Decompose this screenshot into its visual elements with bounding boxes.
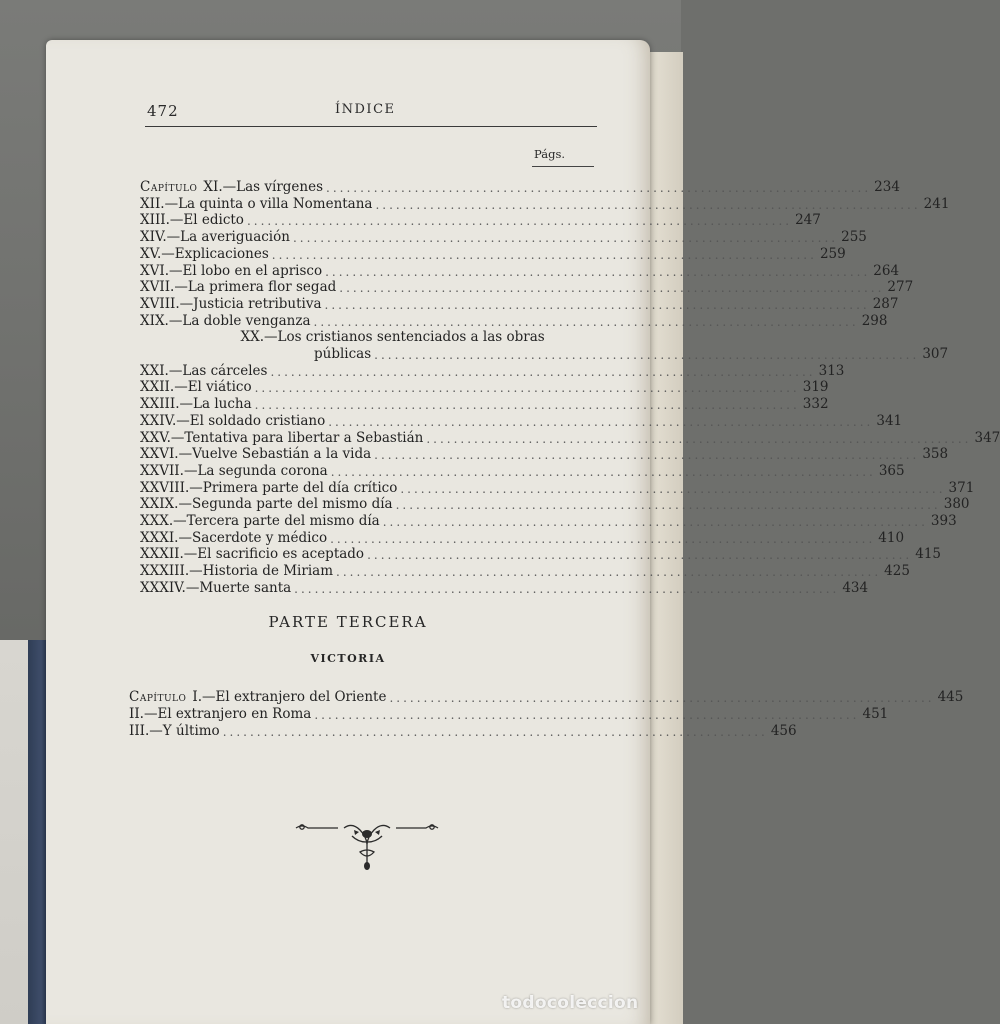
chapter-number: XXII. (140, 379, 175, 396)
page-ref: 341 (876, 412, 903, 429)
book-page (46, 40, 1000, 1024)
dot-leader: ................................................................................ (382, 515, 928, 529)
chapter-prefix: Capítulo (129, 689, 187, 705)
chapter-number: XVII. (140, 279, 175, 296)
page-ref: 393 (930, 513, 957, 529)
chapter-title: Tercera parte del mismo día (186, 513, 380, 529)
chapter-title: El soldado cristiano (189, 412, 326, 429)
dot-leader: ................................................................................ (314, 708, 860, 722)
toc-entry (140, 312, 888, 329)
chapter-title: La primera flor segad (187, 279, 337, 296)
toc-entry-continuation (314, 346, 949, 363)
page-ref: 319 (802, 379, 829, 396)
page-ref: 445 (937, 689, 964, 705)
page-ref: 247 (795, 212, 821, 229)
dot-leader: ................................................................................ (330, 531, 876, 546)
chapter-number: XXXII. (140, 546, 184, 563)
page-ref: 415 (915, 546, 942, 563)
toc-entry (140, 212, 821, 229)
chapter-dash: — (169, 212, 184, 229)
chapter-number: I. (192, 689, 203, 705)
toc-entry (129, 689, 964, 705)
chapter-dash: — (178, 446, 193, 463)
toc-entry (140, 329, 599, 345)
page-ref: 456 (770, 723, 797, 739)
chapter-dash: — (168, 312, 183, 329)
toc-entry (140, 279, 914, 296)
chapter-title: Sacerdote y médico (191, 529, 328, 546)
chapter-title: El lobo en el aprisco (182, 262, 323, 279)
dot-leader: ................................................................................ (294, 581, 840, 596)
chapter-number: XXV. (140, 429, 171, 446)
watermark-logo: todocoleccion (502, 993, 639, 1013)
chapter-title: El edicto (183, 212, 244, 229)
page-ref: 425 (884, 563, 910, 580)
dot-leader: ................................................................................ (313, 314, 859, 329)
chapter-dash: — (173, 513, 187, 529)
chapter-number: XI. (203, 179, 223, 195)
chapter-number: III. (129, 723, 150, 739)
dot-leader: ................................................................................ (389, 691, 935, 705)
dot-leader: ................................................................................ (325, 264, 871, 279)
chapter-number: XXXI. (140, 529, 179, 546)
chapter-dash: — (170, 429, 185, 446)
toc-entry (140, 195, 950, 212)
chapter-dash: — (178, 529, 192, 546)
chapter-dash: — (166, 229, 181, 246)
page-ref: 371 (948, 479, 975, 496)
page-ref: 287 (872, 295, 899, 312)
dot-leader: ................................................................................ (326, 181, 872, 195)
page-ref: 434 (842, 579, 869, 596)
ornament-icon (292, 820, 442, 872)
chapter-dash: — (176, 412, 190, 429)
chapter-dash: — (179, 396, 194, 413)
toc-entry (140, 229, 867, 246)
chapter-number: XXI. (140, 362, 169, 379)
toc-entry (140, 546, 942, 563)
dot-leader: ................................................................................ (374, 448, 920, 463)
chapter-title: La averiguación (180, 229, 290, 246)
chapter-title: La lucha (193, 396, 252, 413)
page-ref: 255 (841, 229, 867, 246)
chapter-title: Historia de Miriam (202, 563, 333, 580)
chapter-number: XXXIII. (140, 563, 190, 580)
chapter-number: XV. (140, 245, 162, 262)
chapter-number: XIX. (140, 312, 169, 329)
dot-leader: ................................................................................ (271, 247, 817, 262)
chapter-dash: — (185, 579, 200, 596)
chapter-title: El extranjero en Roma (157, 706, 312, 722)
chapter-number: XXX. (140, 513, 174, 529)
page-ref: 264 (873, 262, 900, 279)
chapter-dash: — (149, 723, 163, 739)
dot-leader: ................................................................................ (324, 297, 870, 312)
pags-label: Págs. (534, 147, 565, 161)
toc-entry (140, 479, 975, 496)
chapter-title: La quinta o villa Nomentana (178, 195, 373, 212)
dot-leader: ................................................................................ (222, 725, 768, 739)
chapter-number: XX. (240, 329, 264, 346)
page-ref: 298 (861, 312, 888, 329)
toc-entry (140, 563, 910, 580)
chapter-title: El sacrificio es aceptado (197, 546, 365, 563)
toc-entry (140, 179, 900, 195)
toc-entry (140, 245, 846, 262)
dot-leader: ................................................................................ (400, 481, 946, 496)
page-ref: 277 (887, 279, 914, 296)
chapter-prefix: Capítulo (140, 179, 198, 195)
part-heading: PARTE TERCERA (268, 613, 428, 631)
chapter-dash: — (222, 179, 237, 195)
chapter-number: XVIII. (140, 295, 180, 312)
page-ref: 234 (874, 179, 900, 195)
part-subheading: VICTORIA (310, 652, 386, 665)
page-ref: 347 (974, 429, 1000, 446)
chapter-dash: — (168, 262, 183, 279)
dot-leader: ................................................................................ (328, 414, 874, 429)
dot-leader: ................................................................................ (330, 464, 876, 479)
dot-leader: ................................................................................ (292, 231, 839, 246)
page-ref: 365 (878, 462, 905, 479)
chapter-number: XIII. (140, 212, 170, 229)
chapter-title: El viático (187, 379, 252, 396)
chapter-number: XXVIII. (140, 479, 190, 496)
chapter-dash: — (264, 329, 278, 346)
toc-entry (140, 379, 829, 396)
toc-entry (140, 396, 829, 413)
chapter-title-continued: públicas (314, 346, 372, 363)
chapter-dash: — (178, 496, 192, 513)
dot-leader: ................................................................................ (367, 548, 913, 563)
chapter-number: XXIII. (140, 396, 180, 413)
chapter-title: La doble venganza (182, 312, 311, 329)
dot-leader: ................................................................................ (375, 197, 921, 212)
chapter-title: Y último (162, 723, 220, 739)
toc-entry (129, 723, 797, 739)
chapter-dash: — (183, 546, 198, 563)
dot-leader: ................................................................................ (339, 281, 885, 296)
chapter-dash: — (143, 706, 158, 722)
page-ref: 307 (922, 346, 949, 363)
dot-leader: ................................................................................ (254, 398, 800, 413)
toc-entry (140, 262, 900, 279)
chapter-title: Las vírgenes (236, 179, 324, 195)
chapter-number: XIV. (140, 229, 167, 246)
chapter-title: Las cárceles (182, 362, 268, 379)
page-ref: 358 (922, 446, 949, 463)
chapter-dash: — (164, 195, 179, 212)
chapter-number: XVI. (140, 262, 169, 279)
chapter-title: Vuelve Sebastián a la vida (192, 446, 372, 463)
chapter-dash: — (183, 462, 198, 479)
page-ref: 313 (818, 362, 845, 379)
chapter-title: Muerte santa (199, 579, 292, 596)
dot-leader: ................................................................................ (426, 431, 972, 446)
chapter-title: El extranjero del Oriente (215, 689, 387, 705)
toc-entry (140, 446, 949, 463)
chapter-dash: — (168, 362, 183, 379)
toc-entry (140, 579, 869, 596)
chapter-dash: — (174, 379, 188, 396)
chapter-number: XXXIV. (140, 579, 186, 596)
dot-leader: ................................................................................ (270, 364, 816, 379)
chapter-title: Justicia retributiva (193, 295, 322, 312)
toc-entry (140, 295, 899, 312)
page-ref: 259 (819, 245, 846, 262)
chapter-dash: — (189, 479, 203, 496)
chapter-title: Explicaciones (174, 245, 269, 262)
dot-leader: ................................................................................ (246, 214, 793, 229)
toc-entry (140, 412, 903, 429)
page-ref: 410 (878, 529, 905, 546)
chapter-number: XXVII. (140, 462, 184, 479)
chapter-title: La segunda corona (197, 462, 328, 479)
toc-entry (140, 529, 905, 546)
chapter-number: XXIX. (140, 496, 179, 513)
pags-rule (532, 166, 594, 167)
toc-entry (129, 706, 889, 722)
page-ref: 451 (862, 706, 889, 722)
dot-leader: ................................................................................ (374, 348, 920, 363)
page-ref: 380 (943, 496, 970, 513)
chapter-dash: — (161, 245, 175, 262)
toc-entry (140, 513, 957, 529)
running-head: ÍNDICE (335, 102, 396, 117)
toc-entry (140, 462, 905, 479)
chapter-title: Primera parte del día crítico (202, 479, 398, 496)
chapter-number: XXVI. (140, 446, 179, 463)
header-rule (145, 126, 597, 127)
chapter-dash: — (202, 689, 216, 705)
page-number: 472 (147, 102, 179, 120)
chapter-number: II. (129, 706, 144, 722)
chapter-number: XII. (140, 195, 165, 212)
toc-entry (140, 362, 845, 379)
toc-entry (140, 496, 970, 513)
chapter-dash: — (179, 295, 194, 312)
page-ref: 241 (923, 195, 950, 212)
toc-entry (140, 429, 1000, 446)
chapter-number: XXIV. (140, 412, 177, 429)
dot-leader: ................................................................................ (395, 498, 941, 513)
dot-leader: ................................................................................ (254, 381, 800, 396)
dot-leader: ................................................................................ (336, 565, 882, 580)
chapter-dash: — (174, 279, 188, 296)
chapter-title: Segunda parte del mismo día (191, 496, 393, 513)
chapter-title: Tentativa para libertar a Sebastián (184, 429, 424, 446)
chapter-title: Los cristianos sentenciados a las obras (277, 329, 545, 346)
chapter-dash: — (189, 563, 203, 580)
page-ref: 332 (802, 396, 829, 413)
